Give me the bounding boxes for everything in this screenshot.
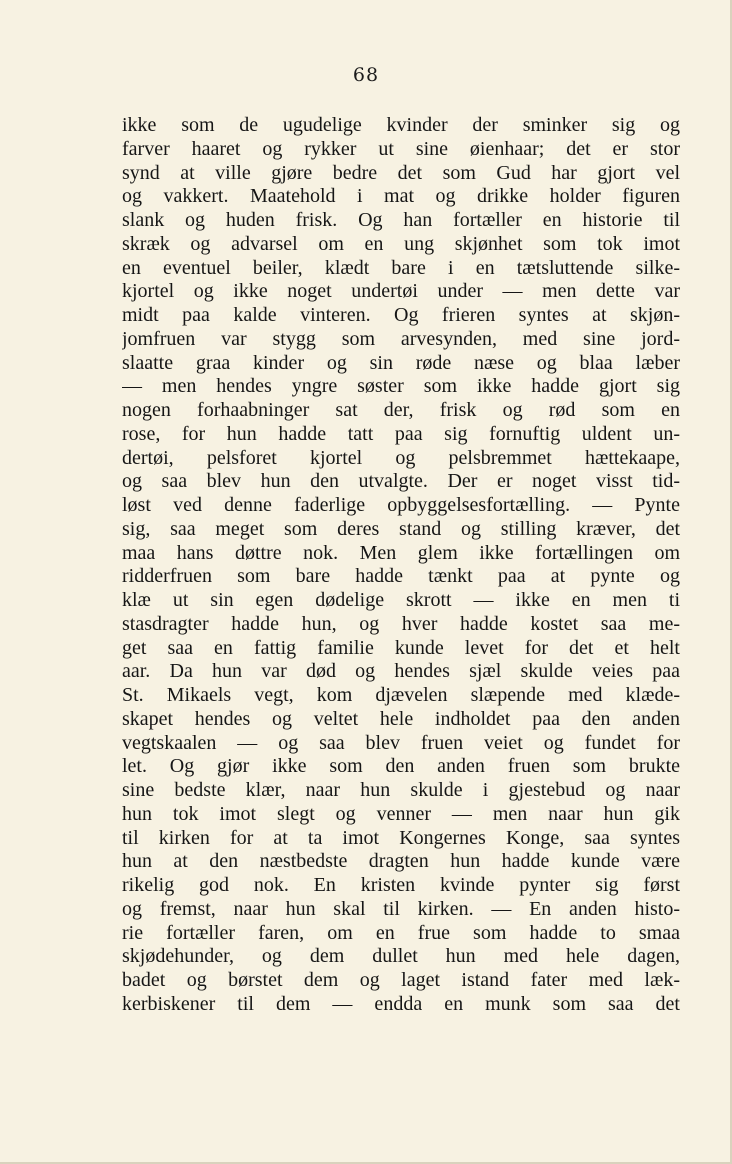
text-line: en eventuel beiler, klædt bare i en tætsluttende silke- [122, 256, 680, 279]
text-line: rose, for hun hadde tatt paa sig fornuftig uldent un- [122, 422, 680, 445]
text-line: kjortel og ikke noget undertøi under — men dette var [122, 280, 680, 303]
text-line: og fremst, naar hun skal til kirken. — En anden histo- [122, 897, 680, 920]
text-line: ikke som de ugudelige kvinder der sminker sig og [122, 114, 680, 136]
text-line: midt paa kalde vinteren. Og frieren syntes at skjøn- [122, 304, 680, 326]
text-line: nogen forhaabninger sat der, frisk og rød som en [122, 399, 680, 421]
text-line: jomfruen var stygg som arvesynden, med sine jord- [122, 327, 680, 350]
page-number: 68 [352, 64, 380, 86]
text-line: synd at ville gjøre bedre det som Gud har gjort vel [122, 161, 680, 184]
text-line: farver haaret og rykker ut sine øienhaar; det er stor [122, 137, 680, 160]
text-line: slank og huden frisk. Og han fortæller en historie til [122, 209, 680, 231]
text-line: klæ ut sin egen dødelige skrott — ikke en men ti [122, 589, 680, 611]
text-line: sine bedste klær, naar hun skulde i gjestebud og naar [122, 779, 680, 801]
text-line: og vakkert. Maatehold i mat og drikke holder figuren [122, 185, 680, 208]
text-line: rie fortæller faren, om en frue som hadde to smaa [122, 921, 680, 944]
text-line: til kirken for at ta imot Kongernes Konge, saa syntes [122, 826, 680, 849]
text-line: let. Og gjør ikke som den anden fruen som brukte [122, 755, 680, 778]
text-line: skræk og advarsel om en ung skjønhet som tok imot [122, 232, 680, 255]
text-line: St. Mikaels vegt, kom djævelen slæpende med klæde- [122, 684, 680, 706]
text-line: maa hans døttre nok. Men glem ikke fortællingen om [122, 541, 680, 564]
text-line: aar. Da hun var død og hendes sjæl skulde veies paa [122, 660, 680, 683]
text-line: løst ved denne faderlige opbyggelsesfortælling. — Pynte [122, 494, 680, 516]
text-line: skjødehunder, og dem dullet hun med hele dagen, [122, 945, 680, 968]
text-line: og saa blev hun den utvalgte. Der er noget visst tid- [122, 470, 680, 493]
text-line: rikelig god nok. En kristen kvinde pynter sig først [122, 874, 680, 896]
text-line: dertøi, pelsforet kjortel og pelsbremmet hættekaape, [122, 446, 680, 469]
text-line: stasdragter hadde hun, og hver hadde kostet saa me- [122, 612, 680, 635]
text-line: sig, saa meget som deres stand og stilling kræver, det [122, 517, 680, 540]
text-line: slaatte graa kinder og sin røde næse og blaa læber [122, 351, 680, 374]
text-line: hun tok imot slegt og venner — men naar hun gik [122, 802, 680, 825]
text-line: hun at den næstbedste dragten hun hadde kunde være [122, 850, 680, 873]
text-line: get saa en fattig familie kunde levet for det et helt [122, 636, 680, 659]
text-line: — men hendes yngre søster som ikke hadde gjort sig [122, 375, 680, 398]
body-text [122, 114, 680, 1017]
text-line: skapet hendes og veltet hele indholdet paa den anden [122, 707, 680, 730]
text-line: badet og børstet dem og laget istand fater med læk- [122, 969, 680, 991]
text-line: vegtskaalen — og saa blev fruen veiet og fundet for [122, 731, 680, 754]
text-line: kerbiskener til dem — endda en munk som saa det [122, 992, 680, 1015]
text-line: ridderfruen som bare hadde tænkt paa at pynte og [122, 565, 680, 588]
